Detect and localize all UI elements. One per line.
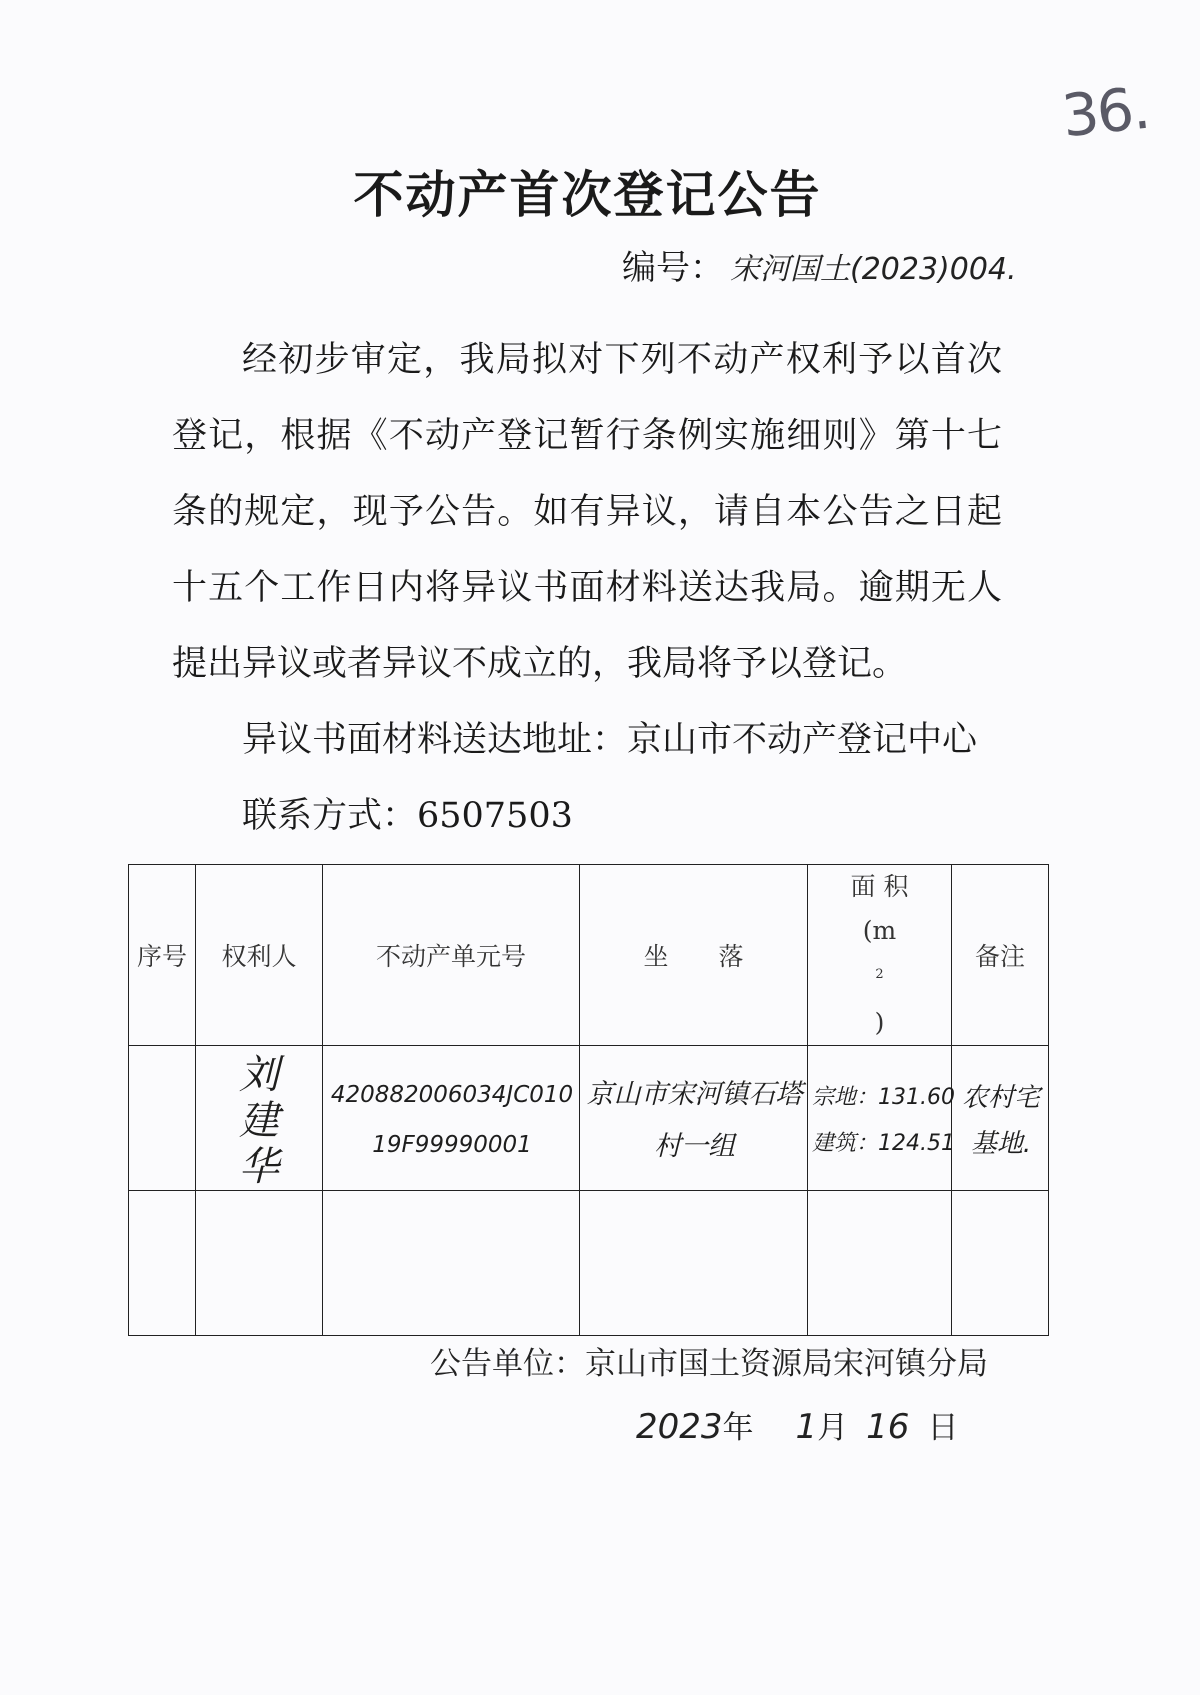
serial-number bbox=[622, 240, 1017, 289]
table-row bbox=[129, 1191, 1049, 1336]
remark-text: 农村宅基地. bbox=[961, 1083, 1040, 1160]
area-land: 宗地：131.60 bbox=[812, 1085, 955, 1111]
cell-location bbox=[580, 1191, 808, 1336]
date-year-label: 年 bbox=[722, 1410, 754, 1446]
header-remark: 备注 bbox=[952, 865, 1049, 1046]
table-row bbox=[129, 1046, 1049, 1191]
page-number: 36. bbox=[1058, 73, 1152, 151]
header-area-label: 面 积 bbox=[850, 872, 909, 901]
location-text: 京山市宋河镇石塔村一组 bbox=[586, 1079, 803, 1163]
date-month: 1 bbox=[795, 1407, 818, 1447]
header-index: 序号 bbox=[129, 865, 196, 1046]
date-day-label: 日 bbox=[927, 1410, 959, 1446]
cell-remark bbox=[952, 1191, 1049, 1336]
area-building: 建筑：124.51 bbox=[812, 1131, 955, 1157]
notice-body: 经初步审定，我局拟对下列不动产权利予以首次登记，根据《不动产登记暂行条例实施细则》第十七条的规定，现予公告。如有异议，请自本公告之日起十五个工作日内将异议书面材料送达我局。逾期无人提出异议或者异议不成立的，我局将予以登记。 bbox=[172, 340, 1002, 684]
header-owner: 权利人 bbox=[196, 865, 323, 1046]
date-month-label: 月 bbox=[817, 1410, 849, 1446]
header-area-unit: (m $^2$ ) bbox=[862, 916, 897, 1038]
cell-owner bbox=[196, 1191, 323, 1336]
date-day: 16 bbox=[866, 1407, 910, 1447]
cell-unit-no bbox=[323, 1191, 580, 1336]
document-title: 不动产首次登记公告 bbox=[353, 166, 822, 224]
cell-index bbox=[129, 1046, 196, 1191]
cell-index bbox=[129, 1191, 196, 1336]
cell-area bbox=[808, 1191, 952, 1336]
owner-name: 刘建华 bbox=[239, 1052, 279, 1191]
serial-label: 编号： bbox=[622, 248, 724, 288]
unit-number: 420882006034JC01019F99990001 bbox=[330, 1082, 574, 1159]
notice-date bbox=[636, 1402, 958, 1447]
cell-remark bbox=[952, 1046, 1049, 1191]
contact-info: 联系方式：6507503 bbox=[242, 796, 573, 836]
header-area bbox=[808, 865, 952, 1046]
cell-unit-no bbox=[323, 1046, 580, 1191]
header-unit-no: 不动产单元号 bbox=[323, 865, 580, 1046]
header-location: 坐 落 bbox=[580, 865, 808, 1046]
date-year: 2023 bbox=[636, 1407, 723, 1447]
registration-table bbox=[128, 864, 1049, 1336]
cell-owner bbox=[196, 1046, 323, 1191]
table-header-row bbox=[129, 865, 1049, 1046]
issuing-unit: 公告单位：京山市国土资源局宋河镇分局 bbox=[430, 1346, 988, 1382]
objection-address: 异议书面材料送达地址：京山市不动产登记中心 bbox=[242, 720, 978, 760]
cell-area bbox=[808, 1046, 955, 1191]
cell-location bbox=[580, 1046, 808, 1191]
serial-value: 宋河国土(2023)004. bbox=[730, 252, 1017, 287]
